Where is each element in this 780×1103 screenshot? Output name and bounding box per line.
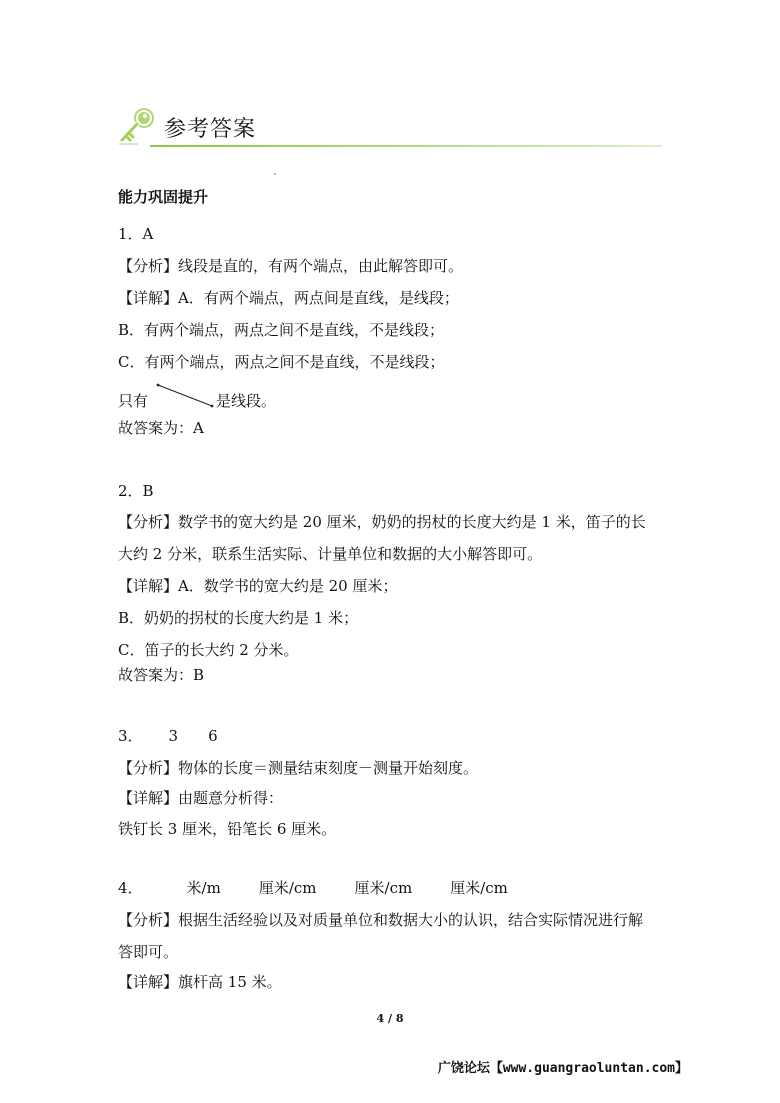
q1-head: 1．A <box>118 225 154 243</box>
footer-watermark: 广饶论坛【www.guangraoluntan.com】 <box>437 1061 688 1076</box>
q2-analysis <box>118 512 646 532</box>
q3-number: 3． <box>118 727 143 745</box>
q3-head <box>118 726 218 746</box>
analysis-tag: 【分析】 <box>118 257 179 275</box>
q3-detail-text: 由题意分析得： <box>178 789 284 807</box>
detail-tag: 【详解】 <box>118 973 179 991</box>
line-segment-figure <box>154 382 216 412</box>
key-icon <box>116 104 160 148</box>
detail-tag: 【详解】 <box>118 577 179 595</box>
answer-header <box>116 104 662 148</box>
q3-analysis-text: 物体的长度＝测量结束刻度－测量开始刻度。 <box>178 759 479 777</box>
q2-analysis-text-1: 数学书的宽大约是 20 厘米，奶奶的拐杖的长度大约是 1 米，笛子的长 <box>178 513 646 531</box>
q1-answer: 故答案为：A <box>118 419 204 437</box>
q4-detail-text: 旗杆高 15 米。 <box>178 973 282 991</box>
q2-detail-text: A．数学书的宽大约是 20 厘米； <box>178 577 398 595</box>
q4-answer-1: 米/m <box>186 879 221 897</box>
q3-answer-2: 6 <box>208 727 218 745</box>
q2-detail <box>118 576 397 596</box>
detail-tag: 【详解】 <box>118 789 179 807</box>
q4-analysis-text-1: 根据生活经验以及对质量单位和数据大小的认识，结合实际情况进行解 <box>178 911 644 929</box>
stray-dot <box>274 173 276 175</box>
q2-analysis-2: 大约 2 分米，联系生活实际、计量单位和数据的大小解答即可。 <box>118 545 543 563</box>
q2-answer: 故答案为：B <box>118 666 205 684</box>
q1-detail-text: A．有两个端点，两点间是直线，是线段； <box>178 289 459 307</box>
q1-detail <box>118 288 459 308</box>
detail-tag: 【详解】 <box>118 289 179 307</box>
q3-answer-1: 3 <box>168 727 179 745</box>
q1-segment-line <box>118 382 418 412</box>
q3-detail <box>118 788 283 808</box>
q3-analysis <box>118 758 478 778</box>
page-title: 参考答案 <box>164 117 257 142</box>
header-rule <box>150 145 662 147</box>
q2-head: 2．B <box>118 482 154 500</box>
q4-analysis <box>118 910 643 930</box>
q4-answer-3: 厘米/cm <box>354 879 413 897</box>
page-number: 4 / 8 <box>376 1012 404 1025</box>
section-title: 能力巩固提升 <box>118 188 209 206</box>
q1-analysis <box>118 256 463 276</box>
q4-head <box>118 878 508 898</box>
q1-line-b: B．有两个端点，两点之间不是直线，不是线段； <box>118 321 445 339</box>
q4-answer-4: 厘米/cm <box>450 879 508 897</box>
q1-seg-suffix: 是线段。 <box>216 392 277 410</box>
q1-analysis-text: 线段是直的，有两个端点，由此解答即可。 <box>178 257 464 275</box>
q1-line-c: C．有两个端点，两点之间不是直线，不是线段； <box>118 353 445 371</box>
q1-seg-prefix: 只有 <box>118 392 149 410</box>
analysis-tag: 【分析】 <box>118 759 179 777</box>
q2-line-b: B．奶奶的拐杖的长度大约是 1 米； <box>118 609 359 627</box>
analysis-tag: 【分析】 <box>118 513 179 531</box>
q3-result: 铁钉长 3 厘米，铅笔长 6 厘米。 <box>118 820 337 838</box>
q4-answer-2: 厘米/cm <box>258 879 317 897</box>
q2-line-c: C．笛子的长大约 2 分米。 <box>118 641 299 659</box>
q4-number: 4． <box>118 879 143 897</box>
analysis-tag: 【分析】 <box>118 911 179 929</box>
q4-analysis-2: 答即可。 <box>118 943 179 961</box>
q4-detail <box>118 972 282 992</box>
